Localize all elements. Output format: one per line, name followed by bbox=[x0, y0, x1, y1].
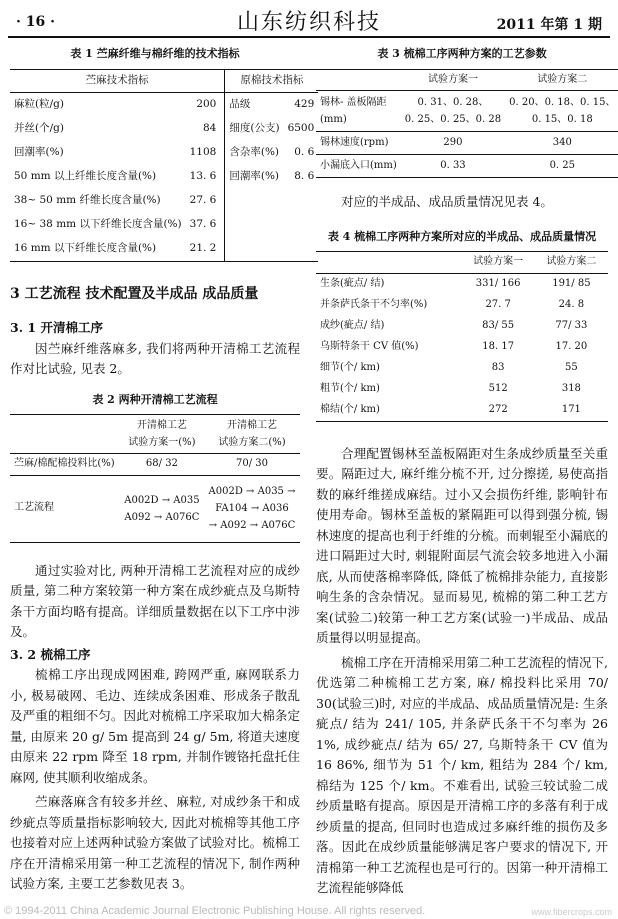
table1-cell: 品级 bbox=[229, 98, 251, 111]
table3-r1-a1: 0. 31、0. 28、 bbox=[417, 97, 489, 108]
table1-cell: 38~ 50 mm 纤维长度含量(%) bbox=[14, 194, 161, 207]
table4-head-b: 试验方案二 bbox=[546, 256, 597, 267]
table1-cell: 50 mm 以上纤维长度含量(%) bbox=[14, 170, 157, 183]
s32-paragraph-2: 苎麻落麻含有较多并丝、麻粒, 对成纱条干和成纱疵点等质量指标影响较大, 因此对梳棉等其他工序也接着对应上述两种试验方案做了试验对比。梳棉工序在开清棉采用第一种工艺流程的情况下, 制作两种试验方案, 主要工艺参数见表 3。 bbox=[10, 794, 300, 891]
table4-row bbox=[316, 379, 608, 400]
table3-head-a: 试验方案一 bbox=[427, 73, 478, 85]
table3-r3-label: 小漏底入口(mm) bbox=[320, 159, 397, 171]
table4-row bbox=[316, 273, 608, 295]
table2-flow1-l1: A002D → A035 bbox=[124, 494, 200, 506]
table4-cell: 171 bbox=[561, 403, 581, 415]
table3-r1-b2: 0. 15、0. 18 bbox=[531, 114, 593, 125]
table1-cell: 84 bbox=[186, 117, 225, 141]
watermark: www.fibercrops.com bbox=[531, 907, 612, 917]
table1-cell bbox=[225, 189, 284, 213]
table1-row bbox=[10, 213, 318, 237]
table4-cell: 331/ 166 bbox=[475, 277, 521, 289]
table4-cell: 18. 17 bbox=[482, 340, 515, 352]
table4-cell: 乌斯特条干 CV 值(%) bbox=[320, 340, 419, 352]
s32-paragraph-1: 梳棉工序出现成网困难, 跨网严重, 麻网联系力小, 极易破网、毛边、连续成条困难、形成条子散乱及严重的粗细不匀。因此对梳棉工序采取加大棉条定量, 由原来 20 g/ 5m 提高到 24 g/ 5m, 将道夫速度由原来 22 rpm 降至 18 rpm, 并制作镀铬托盘托住麻网, 使其顺利收缩成条。 bbox=[10, 667, 300, 785]
table1-cell: 麻粒(粒/g) bbox=[14, 98, 64, 111]
left-paragraph-1: 通过实验对比, 两种开清棉工艺流程对应的成纱质量, 第二种方案较第一种方案在成纱疵点及乌斯特条干方面均略有提高。详细质量数据在以下工序中涉及。 bbox=[10, 562, 300, 639]
table1-cell: 含杂率(%) bbox=[229, 146, 280, 159]
table1-row bbox=[10, 237, 318, 262]
table4 bbox=[316, 251, 608, 422]
table1-cell: 6500 bbox=[287, 122, 315, 135]
table3 bbox=[316, 69, 618, 179]
table1-cell: 37. 6 bbox=[186, 213, 225, 237]
table3-r1-label-1: 锡林- 盖板隔距 bbox=[320, 97, 387, 108]
table4-row bbox=[316, 316, 608, 337]
table2 bbox=[10, 414, 300, 543]
table1-row bbox=[10, 165, 318, 189]
table4-cell: 318 bbox=[561, 382, 581, 394]
table4-cell: 细节(个/ km) bbox=[320, 361, 380, 373]
right-paragraph-1: 合理配置锡林至盖板隔距对生条成纱质量至关重要。隔距过大, 麻纤维分梳不开, 过分擦搓, 易使高指数的麻纤维搓成麻结。过小又会损伤纤维, 影响针布使用寿命。锡林至盖板的紧隔距可以得到强分梳, 锡林速度的提高也利于纤维的分梳。而刺辊至小漏底的进口隔距过大时, 刺辊附面层气流会较多地进入小漏底, 从而使落棉率降低, 降低了梳棉排杂能力, 直接影响生条的含杂情况。显而易见, 梳棉的第二种工艺方案(试验二)较第一种工艺方案(试验一)半成品、成品质量得以明显提高。 bbox=[316, 445, 608, 645]
journal-title: 山东纺织科技 bbox=[236, 10, 381, 35]
table2-h2a: 开清棉工艺 bbox=[227, 420, 278, 431]
table4-cell: 83/ 55 bbox=[482, 319, 515, 331]
table1-caption: 表 1 苎麻纤维与棉纤维的技术指标 bbox=[70, 47, 240, 60]
table4-cell: 27. 7 bbox=[485, 298, 511, 310]
table1-cell: 16~ 38 mm 以下纤维长度含量(%) bbox=[14, 218, 182, 231]
table4-cell: 粗节(个/ km) bbox=[320, 382, 380, 394]
table2-flow1-l2: A092 → A076C bbox=[124, 511, 200, 523]
table1-cell: 13. 6 bbox=[186, 165, 225, 189]
table4-cell: 棉结(个/ km) bbox=[320, 403, 380, 415]
table3-head-b: 试验方案二 bbox=[537, 73, 588, 85]
table3-r3-a: 0. 33 bbox=[440, 159, 466, 171]
table1-cell: 1108 bbox=[186, 141, 225, 165]
right-paragraph-table4-ref: 对应的半成品、成品质量情况见表 4。 bbox=[341, 194, 553, 209]
table1-cell bbox=[225, 213, 284, 237]
table3-r2-a: 290 bbox=[443, 136, 463, 148]
page-header bbox=[8, 0, 610, 38]
table1-cell bbox=[225, 237, 284, 262]
table2-h2b: 试验方案二(%) bbox=[218, 437, 286, 448]
table1-cell: 200 bbox=[186, 92, 225, 117]
table3-r2-b: 340 bbox=[552, 136, 572, 148]
table4-cell: 24. 8 bbox=[558, 298, 585, 310]
table2-h1b: 试验方案一(%) bbox=[128, 437, 196, 448]
table2-flow2-l1: A002D → A035 → bbox=[208, 486, 296, 497]
right-paragraph-2: 梳棉工序在开清棉采用第二种工艺流程的情况下, 优选第二种梳棉工艺方案, 麻/ 棉投料比采用 70/ 30(试验三)时, 对应的半成品、成品质量情况是: 生条疵点/ 结为 241/ 105, 并条萨氏条干不匀率为 26 1%, 成纱疵点/ 结为 65/ 27, 乌斯特条干 CV 值为 16 86%, 细节为 51 个/ km, 粗结为 284 个/ km, 棉结为 125 个/ km。不难看出, 试验三较试验二成纱质量略有提高。原因是开清棉工序的多落有利于成纱质量的提高, 但同时也造成过多麻纤维的损伤及多落。因此在成纱质量能够满足客户要求的情况下, 开清棉第一种工艺流程也是可行的。因第一种开清棉工艺流程能够降低 bbox=[316, 654, 608, 895]
table3-r2-label: 锡林速度(rpm) bbox=[320, 136, 389, 148]
table1-cell: 21. 2 bbox=[186, 237, 225, 262]
s31-title: 3. 1 开清棉工序 bbox=[10, 320, 103, 335]
left-column bbox=[10, 44, 315, 895]
table1-cell: 细度(公支) bbox=[229, 122, 280, 135]
table2-flow2-l3: → A092 → A076C bbox=[208, 520, 296, 531]
table1-cell: 429 bbox=[294, 98, 315, 111]
table4-row bbox=[316, 295, 608, 316]
table4-head-a: 试验方案一 bbox=[473, 256, 524, 267]
table2-h1a: 开清棉工艺 bbox=[136, 420, 187, 431]
table4-row bbox=[316, 337, 608, 358]
table4-cell: 272 bbox=[488, 403, 508, 415]
table1-cell: 8. 6 bbox=[294, 170, 315, 183]
table2-caption: 表 2 两种开清棉工艺流程 bbox=[92, 392, 218, 406]
table4-cell: 并条萨氏条干不匀率(%) bbox=[320, 298, 428, 310]
copyright-footer: © 1994-2011 China Academic Journal Electronic Publishing House. All rights reserved. bbox=[4, 905, 426, 917]
table1-cell: 0. 6 bbox=[294, 146, 315, 159]
table3-r1-a2: 0. 25、0. 25、0. 28 bbox=[404, 114, 502, 125]
table2-r2-label: 工艺流程 bbox=[14, 502, 54, 514]
s32-title: 3. 2 梳棉工序 bbox=[10, 646, 91, 662]
s31-paragraph: 因苎麻纤维落麻多, 我们将两种开清棉工艺流程作对比试验, 见表 2。 bbox=[10, 340, 300, 376]
table2-r1-a: 68/ 32 bbox=[145, 458, 178, 469]
table1-cell bbox=[284, 237, 319, 262]
table1-head-left: 苎麻技术指标 bbox=[10, 69, 225, 92]
section3-title: 3 工艺流程 技术配置及半成品 成品质量 bbox=[10, 285, 259, 302]
table4-cell: 77/ 33 bbox=[555, 319, 588, 331]
table3-r3-b: 0. 25 bbox=[549, 159, 576, 171]
table1-cell: 27. 6 bbox=[186, 189, 225, 213]
issue-label: 2011 年第 1 期 bbox=[496, 17, 602, 33]
table4-cell: 191/ 85 bbox=[552, 277, 591, 289]
table1-row bbox=[10, 92, 318, 117]
table4-cell: 512 bbox=[488, 382, 508, 394]
table1-cell: 16 mm 以下纤维长度含量(%) bbox=[14, 242, 157, 255]
table1-cell: 回潮率(%) bbox=[14, 146, 64, 159]
table1-head-right: 原棉技术指标 bbox=[240, 74, 304, 87]
table4-row bbox=[316, 400, 608, 422]
table4-cell: 生条(疵点/ 结) bbox=[320, 277, 385, 289]
table4-cell: 成纱(疵点/ 结) bbox=[320, 319, 385, 331]
table1-cell: 并丝(个/g) bbox=[14, 122, 64, 135]
table1-cell: 回潮率(%) bbox=[229, 170, 280, 183]
right-column bbox=[316, 44, 616, 899]
table4-cell: 17. 20 bbox=[555, 340, 588, 352]
page-number: · 16 · bbox=[16, 14, 55, 30]
table1-cell bbox=[284, 213, 319, 237]
table2-r1-label: 苎麻/棉配棉投料比(%) bbox=[14, 458, 115, 469]
table4-cell: 55 bbox=[565, 361, 578, 373]
table4-row bbox=[316, 358, 608, 379]
table1-row bbox=[10, 189, 318, 213]
table3-r1-label-2: (mm) bbox=[320, 114, 347, 125]
table2-r1-b: 70/ 30 bbox=[236, 458, 269, 469]
table1-row bbox=[10, 141, 318, 165]
table1-row bbox=[10, 117, 318, 141]
table4-cell: 83 bbox=[491, 361, 505, 373]
table1-cell bbox=[284, 189, 319, 213]
table4-caption: 表 4 梳棉工序两种方案所对应的半成品、成品质量情况 bbox=[327, 229, 597, 243]
table1 bbox=[10, 69, 318, 262]
table3-r1-b1: 0. 20、0. 18、0. 15、 bbox=[509, 97, 616, 108]
table3-caption: 表 3 梳棉工序两种方案的工艺参数 bbox=[377, 47, 547, 60]
table2-flow2-l2: FA104 → A036 bbox=[215, 503, 289, 514]
